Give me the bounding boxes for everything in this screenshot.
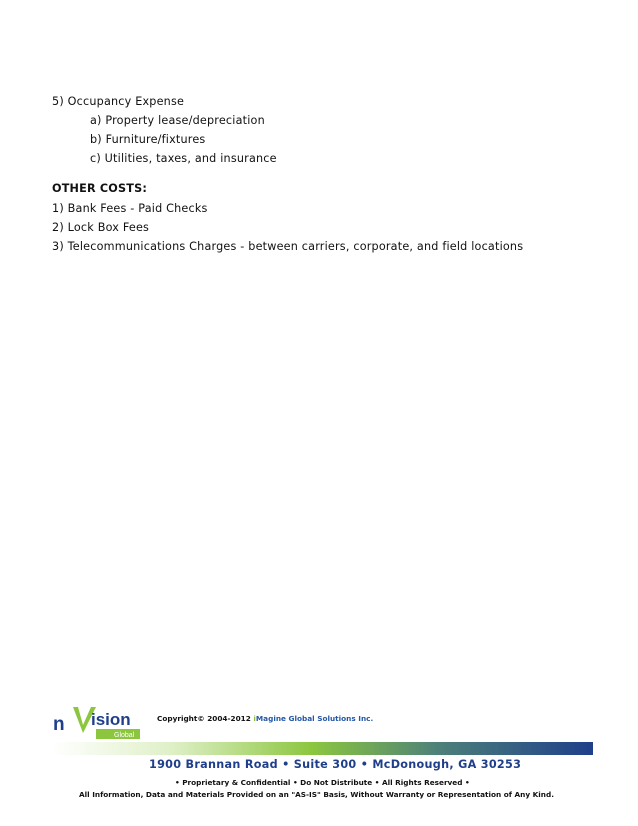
footer-legal-line: • Proprietary & Confidential • Do Not Distribute • All Rights Reserved • [175,778,470,787]
occupancy-expense-item: 5) Occupancy Expense [52,95,185,108]
other-costs-heading: OTHER COSTS: [52,182,147,195]
logo-global-text: Global [114,732,135,739]
footer-disclaimer: All Information, Data and Materials Provided on an "AS-IS" Basis, Without Warranty or Representation of Any Kind. [79,790,554,799]
occupancy-subitem: c) Utilities, taxes, and insurance [90,152,277,165]
copyright-prefix: Copyright© 2004-2012 [157,714,254,723]
copyright-company: Magine Global Solutions Inc. [255,714,374,723]
logo-ision-letters: ision [91,710,131,729]
other-costs-item: 1) Bank Fees - Paid Checks [52,202,208,215]
other-costs-item: 3) Telecommunications Charges - between carriers, corporate, and field locations [52,240,524,253]
footer-address: 1900 Brannan Road • Suite 300 • McDonough, GA 30253 [149,758,522,771]
copyright-notice [157,714,373,723]
other-costs-item: 2) Lock Box Fees [52,221,150,234]
occupancy-subitem: b) Furniture/fixtures [90,133,206,146]
occupancy-subitem: a) Property lease/depreciation [90,114,265,127]
nvision-logo [52,703,148,743]
logo-n-letter: n [53,714,65,735]
copyright-separator: i [253,714,256,723]
footer-gradient-bar [52,742,593,755]
